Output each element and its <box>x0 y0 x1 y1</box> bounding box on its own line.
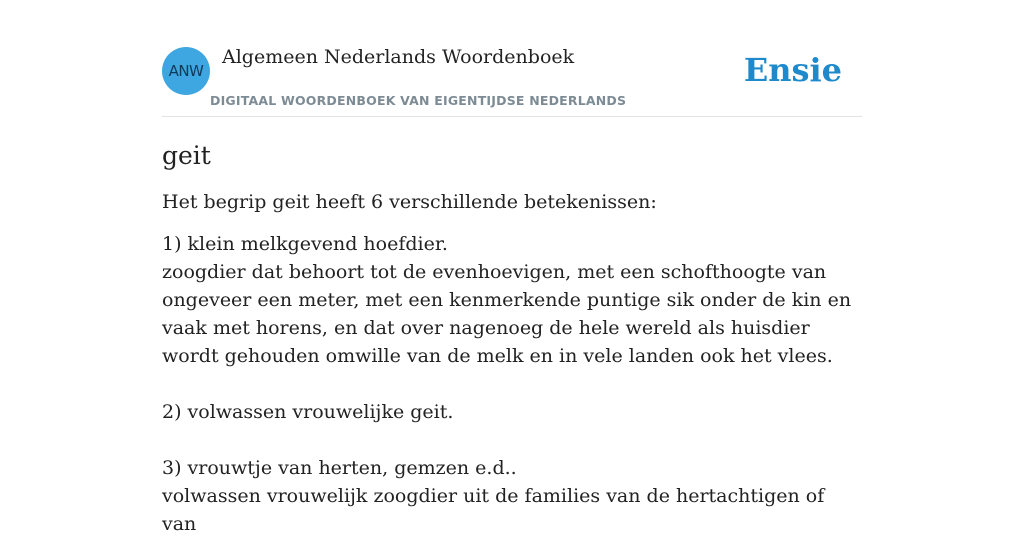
definition-heading: 1) klein melkgevend hoefdier. <box>162 233 448 255</box>
ensie-brand-logo[interactable]: Ensie <box>743 51 842 89</box>
definition-text: zoogdier dat behoort tot de evenhoevigen, met een schofthoogte van ongeveer een meter, met een kenmerkende puntige sik onder de kin en vaak met horens, en dat over nagenoeg de hele wereld als huisdier wordt gehouden omwille van de melk en in vele landen ook het vlees. <box>162 261 852 367</box>
definition-heading: 2) volwassen vrouwelijke geit. <box>162 401 454 423</box>
entry-word: geit <box>162 141 211 170</box>
site-subtitle: DIGITAAL WOORDENBOEK VAN EIGENTIJDSE NEDERLANDS <box>210 93 627 108</box>
entry-intro: Het begrip geit heeft 6 verschillende betekenissen: <box>162 191 657 213</box>
definition-item <box>162 230 862 370</box>
definition-item <box>162 398 862 426</box>
site-header <box>162 0 862 117</box>
definition-text: volwassen vrouwelijk zoogdier uit de families van de hertachtigen of van <box>162 485 825 535</box>
definition-list <box>162 230 862 538</box>
definition-item <box>162 454 862 538</box>
anw-logo[interactable]: ANW <box>162 47 210 95</box>
definition-heading: 3) vrouwtje van herten, gemzen e.d.. <box>162 457 517 479</box>
page-container <box>162 0 862 538</box>
site-title[interactable]: Algemeen Nederlands Woordenboek <box>222 46 575 68</box>
